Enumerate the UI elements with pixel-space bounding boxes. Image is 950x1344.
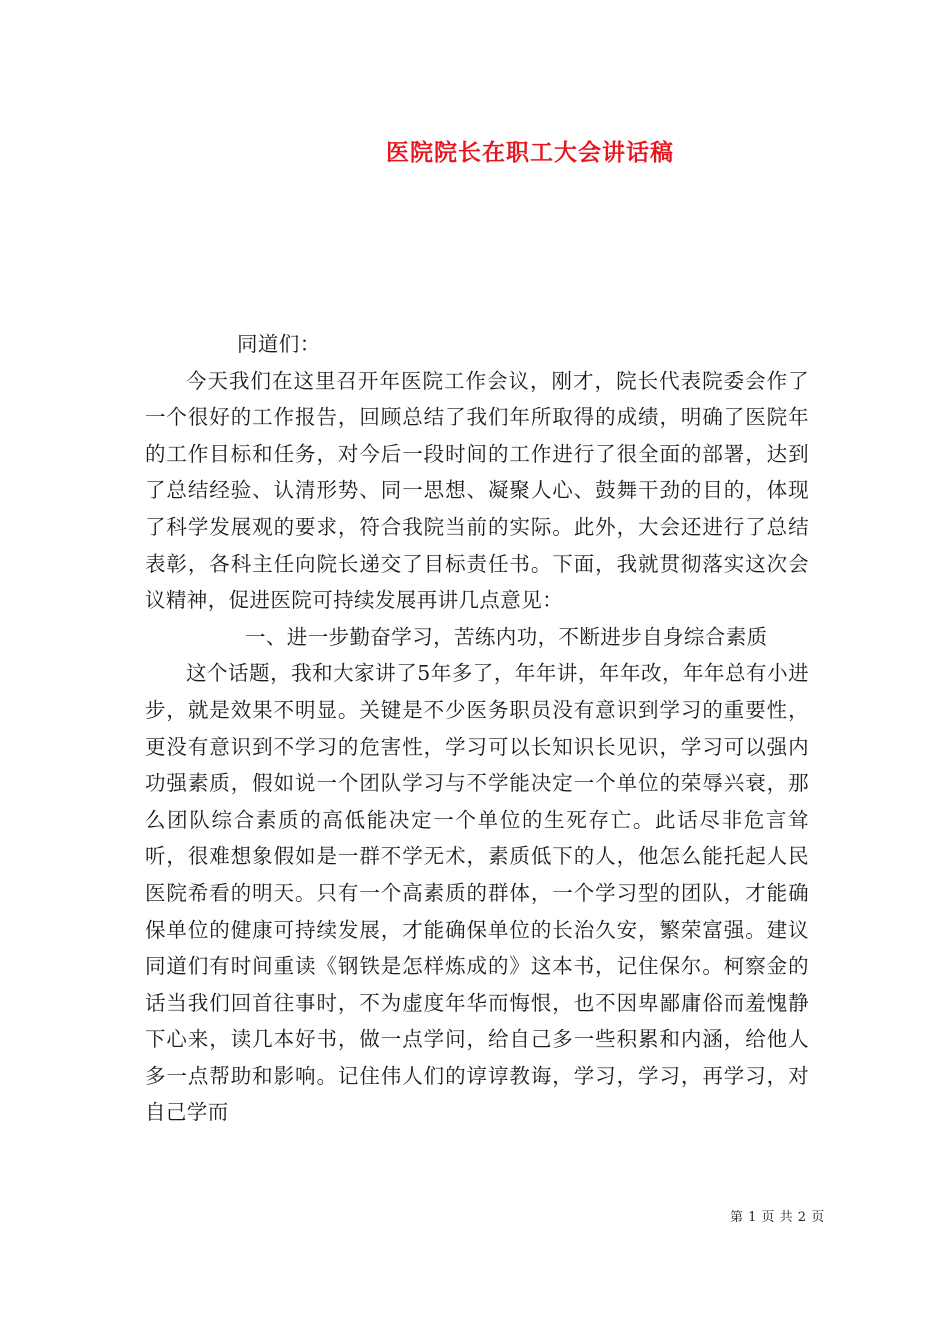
- page-number: 第 1 页 共 2 页: [730, 1210, 825, 1225]
- section-heading: 一、进一步勤奋学习，苦练内功，不断进步自身综合素质: [245, 624, 768, 649]
- document-title: 医院院长在职工大会讲话稿: [386, 139, 674, 166]
- paragraph-intro: 今天我们在这里召开年医院工作会议，刚才，院长代表院委会作了一个很好的工作报告，回顾总结了我们年所取得的成绩，明确了医院年的工作目标和任务，对今后一段时间的工作进行了很全面的部署，达到了总结经验、认清形势、同一思想、凝聚人心、鼓舞干劲的目的，体现了科学发展观的要求，符合我院当前的实际。此外，大会还进行了总结表彰，各科主任向院长递交了目标责任书。下面，我就贯彻落实这次会议精神，促进医院可持续发展再讲几点意见：: [145, 368, 809, 613]
- salutation: 同道们：: [237, 332, 321, 356]
- paragraph-study: 这个话题，我和大家讲了5年多了，年年讲，年年改，年年总有小进步，就是效果不明显。关键是不少医务职员没有意识到学习的重要性，更没有意识到不学习的危害性，学习可以长知识长见识，学习可以强内功强素质，假如说一个团队学习与不学能决定一个单位的荣辱兴衰，那么团队综合素质的高低能决定一个单位的生死存亡。此话尽非危言耸听，很难想象假如是一群不学无术，素质低下的人，他怎么能托起人民医院希看的明天。只有一个高素质的群体，一个学习型的团队，才能确保单位的健康可持续发展，才能确保单位的长治久安，繁荣富强。建议同道们有时间重读《钢铁是怎样炼成的》这本书，记住保尔。柯察金的话当我们回首往事时，不为虚度年华而悔恨，也不因卑鄙庸俗而羞愧静下心来，读几本好书，做一点学问，给自己多一些积累和内涵，给他人多一点帮助和影响。记住伟人们的谆谆教诲，学习，学习，再学习，对自己学而: [145, 661, 809, 1125]
- document-body: [145, 326, 809, 1131]
